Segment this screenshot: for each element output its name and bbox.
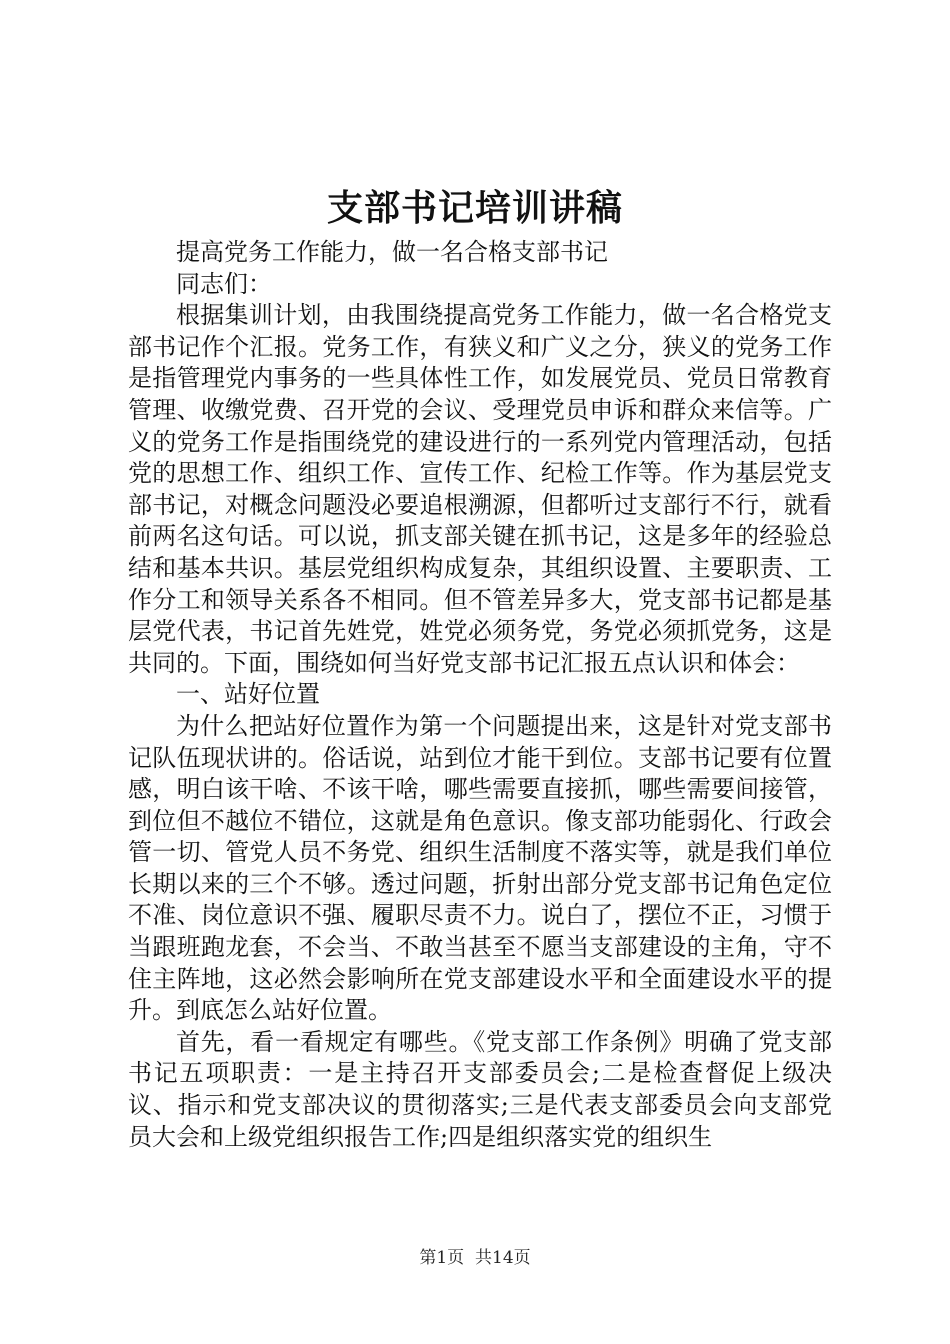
section-heading: 一、站好位置 (176, 680, 320, 709)
document-title: 支部书记培训讲稿 (326, 187, 623, 229)
body-paragraph: 根据集训计划，由我围绕提高党务工作能力，做一名合格党支部书记作个汇报。党务工作，有狭义和广义之分，狭义的党务工作是指管理党内事务的一些具体性工作，如发展党员、党员日常教育管理、收缴党费、召开党的会议、受理党员申诉和群众来信等。广义的党务工作是指围绕党的建设进行的一系列党内管理活动，包括党的思想工作、组织工作、宣传工作、纪检工作等。作为基层党支部书记，对概念问题没必要追根溯源，但都听过支部行不行，就看前两名这句话。可以说，抓支部关键在抓书记，这是多年的经验总结和基本共识。基层党组织构成复杂，其组织设置、主要职责、工作分工和领导关系各不相同。但不管差异多大，党支部书记都是基层党代表，书记首先姓党，姓党必须务党，务党必须抓党务，这是共同的。下面，围绕如何当好党支部书记汇报五点认识和体会： (128, 301, 832, 677)
page-number: 第1页 (419, 1248, 465, 1268)
subtitle-paragraph: 提高党务工作能力，做一名合格支部书记 (176, 238, 608, 266)
document-body (128, 237, 832, 1153)
body-paragraph: 首先，看一看规定有哪些。《党支部工作条例》明确了党支部书记五项职责：一是主持召开支部委员会;二是检查督促上级决议、指示和党支部决议的贯彻落实;三是代表支部委员会向支部党员大会和上级党组织报告工作;四是组织落实党的组织生 (128, 1027, 832, 1151)
body-paragraph: 为什么把站好位置作为第一个问题提出来，这是针对党支部书记队伍现状讲的。俗话说，站到位才能干到位。支部书记要有位置感，明白该干啥、不该干啥，哪些需要直接抓，哪些需要间接管，到位但不越位不错位，这就是角色意识。像支部功能弱化、行政会管一切、管党人员不务党、组织生活制度不落实等，就是我们单位长期以来的三个不够。透过问题，折射出部分党支部书记角色定位不准、岗位意识不强、履职尽责不力。说白了，摆位不正，习惯于当跟班跑龙套，不会当、不敢当甚至不愿当支部建设的主角，守不住主阵地，这必然会影响所在党支部建设水平和全面建设水平的提升。到底怎么站好位置。 (128, 711, 832, 1025)
page-total: 共14页 (475, 1248, 531, 1268)
salutation-paragraph: 同志们： (176, 269, 272, 298)
page-footer (0, 1246, 950, 1270)
